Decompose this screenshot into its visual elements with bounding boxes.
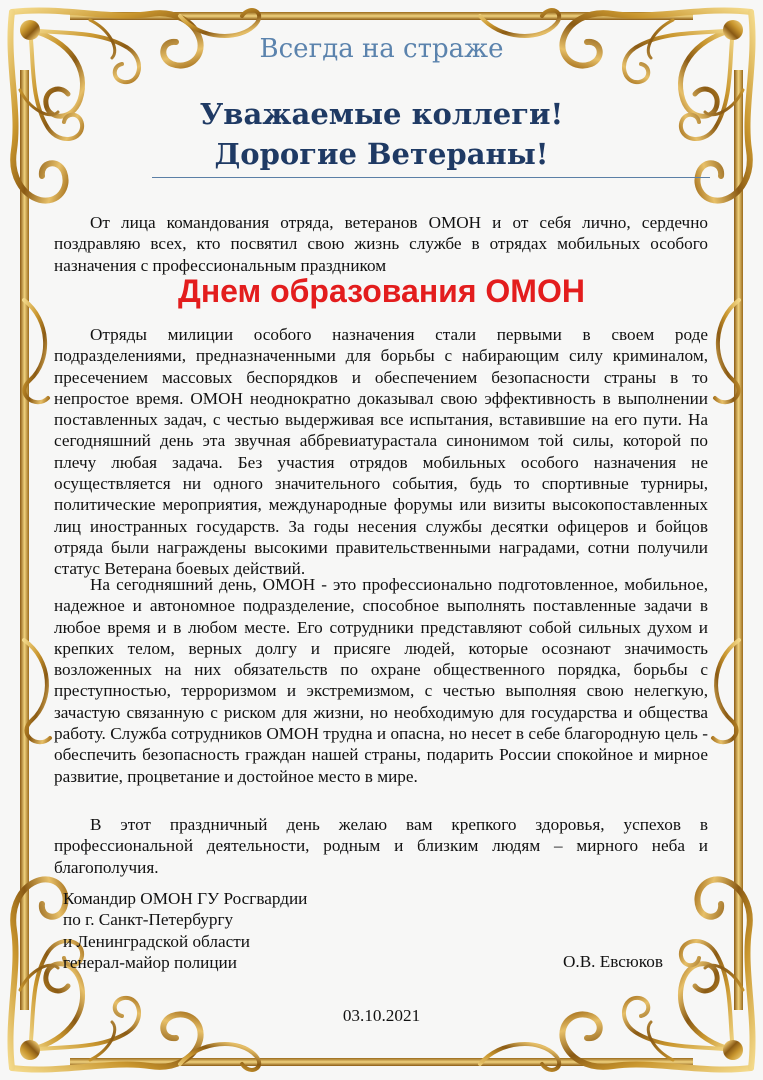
intro-paragraph: От лица командования отряда, ветеранов ОМОН и от себя лично, сердечно поздравляю всех, кто посвятил свою жизнь службе в отрядах мобильных особого назначения с профессиональным праздником: [54, 213, 708, 275]
signatory-position-line: и Ленинградской области: [63, 931, 250, 951]
document-date: 03.10.2021: [342, 1006, 421, 1025]
signatory-position-line: по г. Санкт-Петербургу: [63, 910, 234, 930]
greeting-colleagues: Уважаемые коллеги!: [199, 97, 564, 131]
signatory-rank-line: генерал-майор полиции: [63, 952, 237, 972]
wishes-paragraph: В этот праздничный день желаю вам крепкого здоровья, успехов в профессиональной деятельности, родным и близким людям – мирного неба и благополучия.: [54, 815, 708, 877]
motto-title: Всегда на страже: [259, 34, 504, 64]
header-divider: [152, 177, 710, 178]
signatory-position-line: Командир ОМОН ГУ Росгвардии: [63, 889, 308, 908]
history-paragraph: Отряды милиции особого назначения стали первыми в своем роде подразделениями, предназначенными для борьбы с набирающим силу криминалом, пресечением массовых беспорядков и обеспечением безопасности страны в то непростое время. ОМОН неоднократно доказывал свою эффективность в выполнении поставленных задач, с честью выдерживая все испытания, вставившие на его пути. На сегодняшний день эта звучная аббревиатурастала синонимом той силы, которой по плечу любая задача. Без участия отрядов мобильных особого назначения не осуществляется ни одного значительного события, будь то спортивные турниры, политические мероприятия, международные форумы или визиты высокопоставленных лиц иностранных государств. За годы несения службы десятки офицеров и бойцов отряда были награждены высокими правительственными наградами, сотни получили статус Ветерана боевых действий.: [54, 325, 708, 579]
greeting-veterans: Дорогие Ветераны!: [214, 137, 549, 171]
signatory-name: О.В. Евсюков: [563, 952, 663, 971]
mission-paragraph: На сегодняшний день, ОМОН - это профессионально подготовленное, мобильное, надежное и автономное подразделение, способное выполнять поставленные задачи в любое время и в любом месте. Его сотрудники представляют собой сильных духом и крепких телом, верных долгу и присяге людей, которые осознают значимость возложенных на них обязательств по охране общественного порядка, борьбы с преступностью, терроризмом и экстремизмом, с честью выполняя свою нелегкую, зачастую связанную с риском для жизни, но необходимую для государства и общества работу. Служба сотрудников ОМОН трудна и опасна, но несет в себе благородную цель - обеспечить безопасность граждан нашей страны, подарить России спокойное и мирное развитие, процветание и достойное место в мире.: [54, 575, 708, 786]
holiday-headline: Днем образования ОМОН: [178, 273, 585, 309]
signatory-block: [63, 888, 307, 973]
